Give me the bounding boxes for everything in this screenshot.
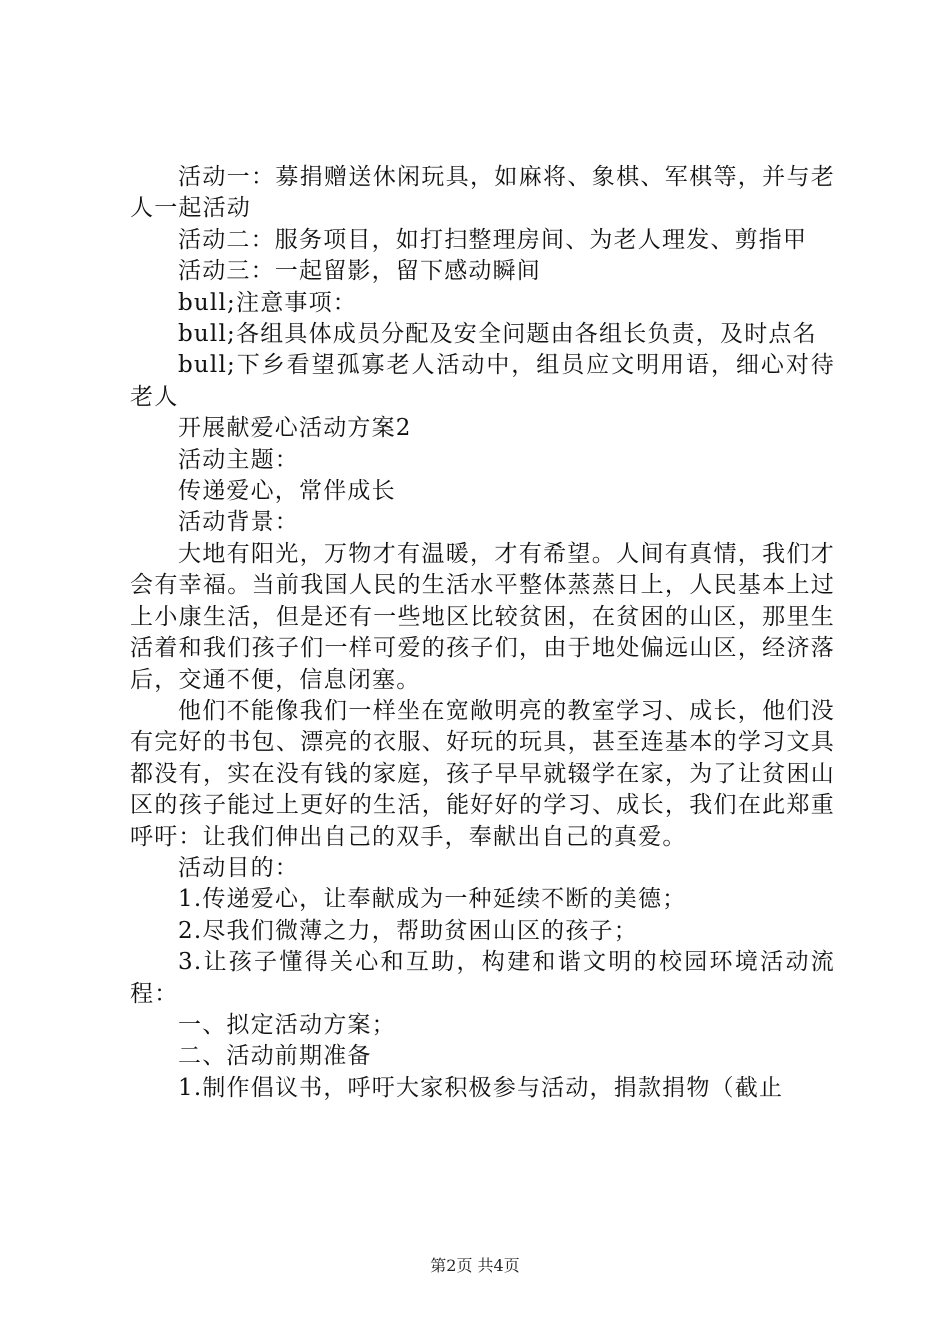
paragraph-purpose-heading: 活动目的： (178, 854, 299, 881)
paragraph-activity-1: 活动一：募捐赠送休闲玩具，如麻将、象棋、军棋等，并与老人一起活动 (130, 164, 835, 222)
paragraph-background-1: 大地有阳光，万物才有温暖，才有希望。人间有真情，我们才会有幸福。当前我国人民的生活水平整体蒸蒸日上，人民基本上过上小康生活，但是还有一些地区比较贫困，在贫困的山区，那里生活着和我们孩子们一样可爱的孩子们，由于地处偏远山区，经济落后，交通不便，信息闭塞。 (130, 540, 835, 693)
paragraph-purpose-2: 2.尽我们微薄之力，帮助贫困山区的孩子； (178, 917, 638, 944)
paragraph-activity-3: 活动三：一起留影，留下感动瞬间 (178, 258, 541, 285)
paragraph-step-2: 二、活动前期准备 (178, 1043, 372, 1070)
paragraph-theme: 传递爱心，常伴成长 (178, 478, 396, 505)
paragraph-theme-heading: 活动主题： (178, 446, 299, 473)
paragraph-purpose-1: 1.传递爱心，让奉献成为一种延续不断的美德； (178, 886, 687, 913)
paragraph-note-1: bull;各组具体成员分配及安全问题由各组长负责，及时点名 (178, 321, 817, 348)
section-title: 开展献爱心活动方案2 (178, 415, 412, 442)
paragraph-background-heading: 活动背景： (178, 509, 299, 536)
paragraph-background-2: 他们不能像我们一样坐在宽敞明亮的教室学习、成长，他们没有完好的书包、漂亮的衣服、好玩的玩具，甚至连基本的学习文具都没有，实在没有钱的家庭，孩子早早就辍学在家，为了让贫困山区的孩子能过上更好的生活，能好好的学习、成长，我们在此郑重呼吁：让我们伸出自己的双手，奉献出自己的真爱。 (130, 697, 835, 850)
paragraph-step-1: 一、拟定活动方案； (178, 1011, 396, 1038)
paragraph-purpose-3: 3.让孩子懂得关心和互助，构建和谐文明的校园环境活动流程： (130, 949, 835, 1007)
paragraph-notes-heading: bull;注意事项： (178, 289, 357, 316)
paragraph-note-2: bull;下乡看望孤寡老人活动中，组员应文明用语，细心对待老人 (130, 352, 835, 410)
paragraph-activity-2: 活动二：服务项目，如打扫整理房间、为老人理发、剪指甲 (178, 226, 808, 253)
page-number-footer: 第2页 共4页 (430, 1256, 520, 1275)
paragraph-step-2-item-1: 1.制作倡议书，呼吁大家积极参与活动，捐款捐物（截止 (178, 1074, 784, 1101)
document-body (130, 162, 835, 1104)
